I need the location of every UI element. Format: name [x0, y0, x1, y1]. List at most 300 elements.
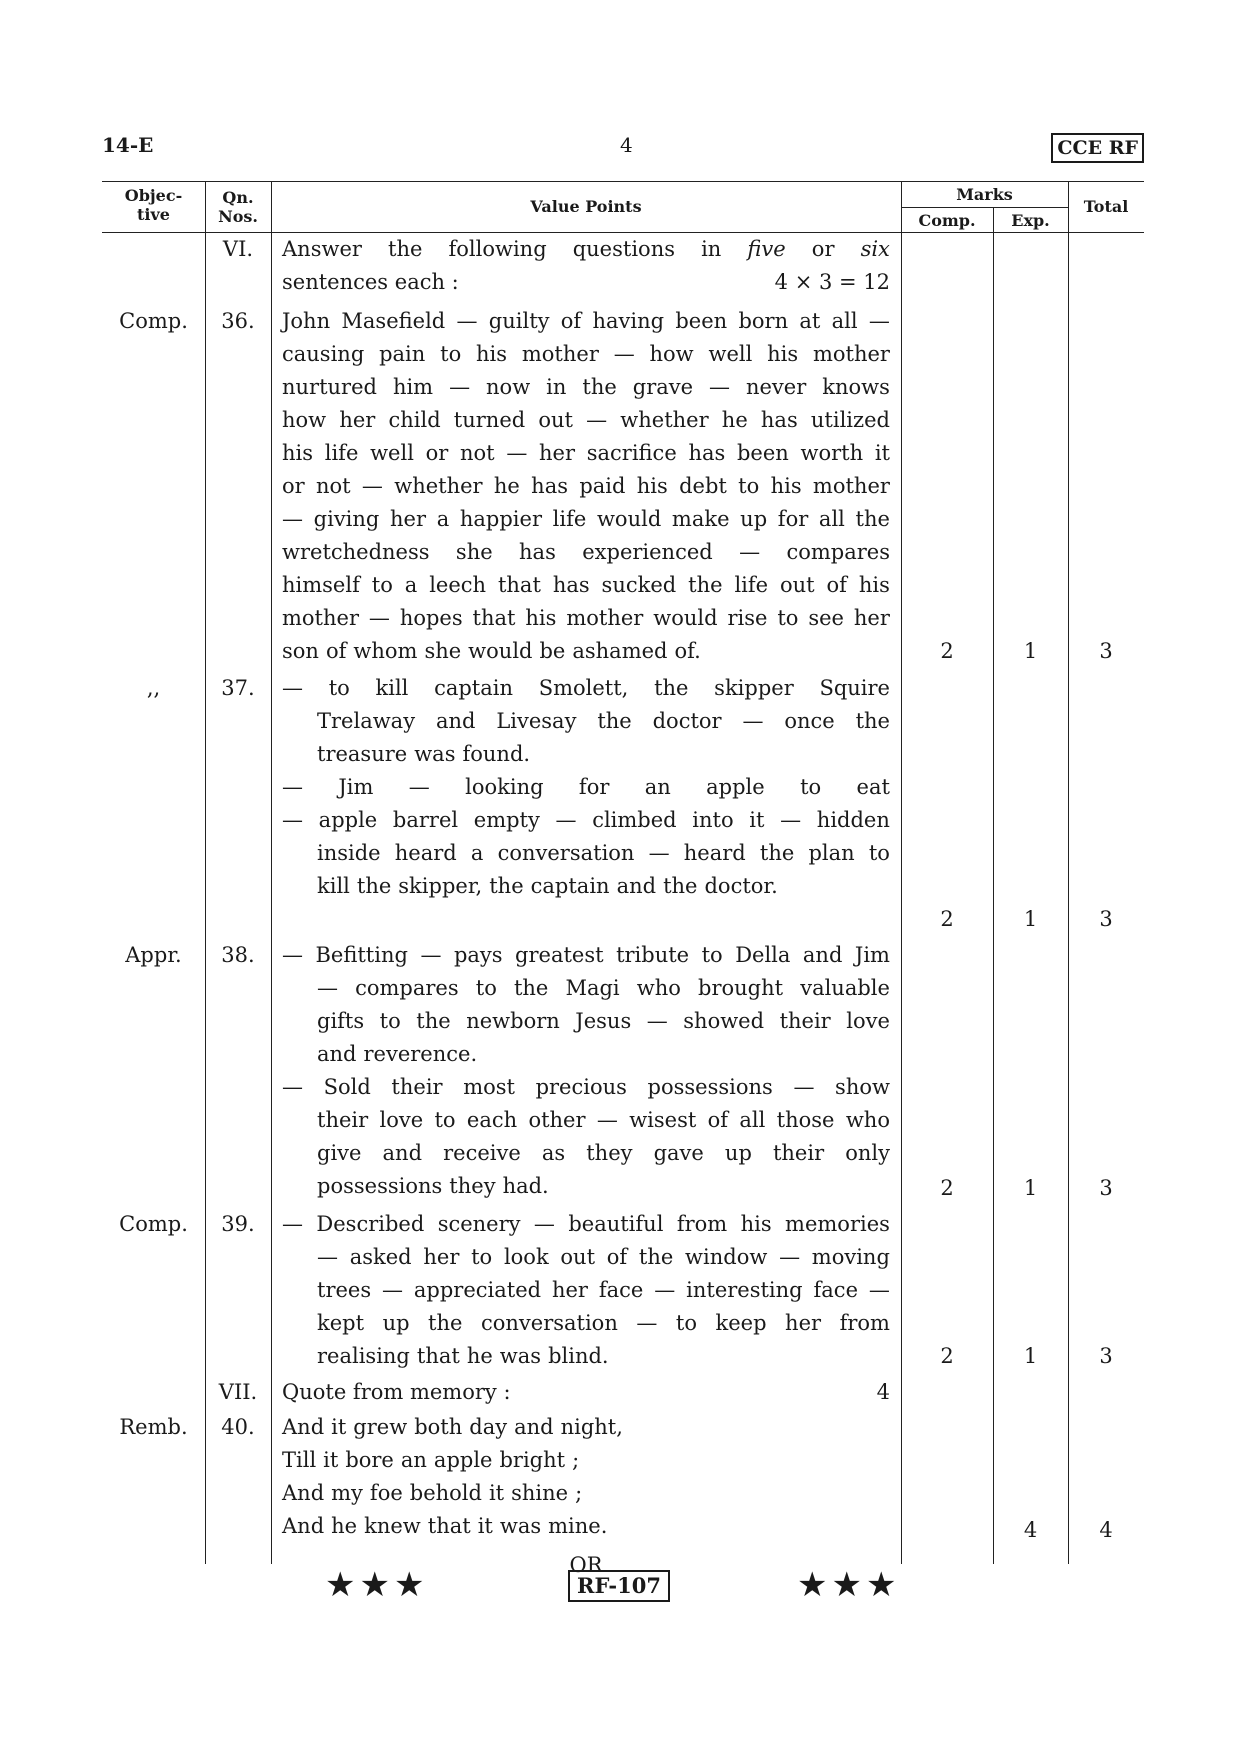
word: —	[420, 943, 442, 967]
word: leech	[429, 573, 487, 597]
q37-objective: ,,	[146, 676, 161, 700]
col-divider-objective	[205, 181, 206, 1564]
word: —	[382, 1278, 404, 1302]
word: —	[282, 1075, 303, 1099]
word: to	[371, 573, 393, 597]
word: to	[675, 1311, 697, 1335]
text-line	[282, 470, 890, 503]
word: his	[636, 474, 668, 498]
word: Sold	[323, 1075, 371, 1099]
q39-objective: Comp.	[119, 1212, 188, 1236]
word: was	[499, 1344, 542, 1368]
word: utilized	[810, 408, 890, 432]
q37-total-marks: 3	[1099, 907, 1113, 931]
word: Jim	[854, 943, 890, 967]
word: compares	[786, 540, 890, 564]
word: Squire	[819, 676, 890, 700]
word: the	[416, 1009, 451, 1033]
table-top-border	[102, 181, 1144, 182]
text-line	[282, 1005, 890, 1038]
word: Smolett,	[538, 676, 629, 700]
word: —	[361, 474, 383, 498]
word: an	[400, 1448, 427, 1472]
word: would	[468, 639, 533, 663]
word: up	[740, 507, 768, 531]
word: not	[460, 441, 495, 465]
word: —	[613, 342, 635, 366]
word: their	[772, 1141, 825, 1165]
word: and	[435, 709, 476, 733]
word: to	[471, 1245, 493, 1269]
word: rise	[727, 606, 768, 630]
word: newborn	[466, 1009, 560, 1033]
word: apple	[706, 775, 765, 799]
stars-right-icon: ★★★	[797, 1565, 901, 1605]
word: to	[738, 474, 760, 498]
word: —	[408, 775, 430, 799]
word: apple	[318, 808, 378, 832]
word: the	[513, 976, 549, 1000]
word: bore	[345, 1448, 394, 1472]
word: mother	[812, 474, 890, 498]
word: reverence.	[363, 1042, 478, 1066]
word: the	[582, 375, 617, 399]
text-line	[282, 1038, 890, 1071]
word: that	[427, 1514, 471, 1538]
instruction-text: sentences each :	[282, 270, 459, 294]
q38-exp-marks: 1	[1023, 1176, 1038, 1200]
word: would	[653, 606, 718, 630]
word: show	[835, 1075, 890, 1099]
word: pain	[379, 342, 426, 366]
text-line	[282, 1208, 890, 1241]
word: out	[538, 408, 573, 432]
word: those	[776, 1108, 835, 1132]
text-line	[282, 1274, 890, 1307]
text-line	[282, 804, 890, 837]
or-text: OR	[569, 1553, 603, 1577]
text-line	[282, 437, 890, 470]
q39-number: 39.	[221, 1212, 255, 1236]
word: they	[586, 1141, 633, 1165]
word: knew	[364, 1514, 421, 1538]
word: heard	[683, 841, 746, 865]
q40-exp-marks: 4	[1023, 1518, 1038, 1542]
q36-total-marks: 3	[1099, 639, 1113, 663]
word: conversation	[497, 841, 635, 865]
word: keep	[715, 1311, 767, 1335]
word: paid	[579, 474, 626, 498]
word: the	[855, 709, 890, 733]
word: hopes	[399, 606, 463, 630]
word: their	[391, 1075, 443, 1099]
word: ;	[572, 1448, 580, 1472]
word: guilty	[488, 309, 550, 333]
word: —	[742, 709, 764, 733]
header-qn-line2: Nos.	[218, 207, 258, 226]
text-line	[282, 338, 890, 371]
q40-poem-lines	[282, 1411, 890, 1543]
q39-total-marks: 3	[1099, 1344, 1113, 1368]
header-objective	[102, 186, 205, 224]
word: heard	[394, 841, 457, 865]
word: love	[379, 1108, 424, 1132]
word: to	[434, 1108, 456, 1132]
word: happier	[459, 507, 542, 531]
q39-comp-marks: 2	[940, 1344, 954, 1368]
word: out	[779, 573, 815, 597]
word: sacrifice	[586, 441, 677, 465]
poem-line	[282, 1411, 890, 1444]
col-divider-qn	[271, 181, 272, 1564]
word: their	[779, 1009, 831, 1033]
word: both	[414, 1415, 463, 1439]
cce-rf-badge: CCE RF	[1051, 133, 1144, 163]
word: blind.	[548, 1344, 609, 1368]
word: a	[404, 573, 418, 597]
text-line	[282, 1071, 890, 1104]
word: giving	[313, 507, 380, 531]
word: to	[701, 943, 723, 967]
poem-line	[282, 1477, 890, 1510]
word: and	[616, 874, 657, 898]
word: the	[638, 1245, 674, 1269]
word: Jesus	[575, 1009, 632, 1033]
word: all	[818, 507, 845, 531]
word: kill	[375, 676, 409, 700]
word: her	[785, 1311, 822, 1335]
word: of	[707, 1108, 729, 1132]
word: never	[745, 375, 807, 399]
word: a	[470, 841, 484, 865]
word: out	[560, 1245, 596, 1269]
word: —	[368, 606, 390, 630]
word: —	[282, 808, 303, 832]
q39-value-points	[282, 1208, 890, 1373]
word-italic: six	[860, 237, 890, 261]
word: —	[654, 1278, 676, 1302]
word: day	[469, 1415, 508, 1439]
word: trees	[317, 1278, 372, 1302]
word: his	[476, 342, 508, 366]
header-comp: Comp.	[918, 211, 976, 230]
word: mother	[812, 342, 890, 366]
word: knows	[822, 375, 890, 399]
text-line	[282, 602, 890, 635]
text-line	[282, 870, 890, 903]
text-line	[282, 1170, 890, 1203]
word: whether	[620, 408, 709, 432]
word: give	[317, 1141, 362, 1165]
word: interesting	[686, 1278, 803, 1302]
word: has	[552, 573, 590, 597]
word: who	[636, 976, 681, 1000]
word: as	[541, 1141, 566, 1165]
word: her	[539, 441, 576, 465]
rf-code-badge: RF-107	[568, 1570, 670, 1602]
text-line	[282, 672, 890, 705]
word: that	[416, 1344, 460, 1368]
page-header	[102, 133, 1144, 169]
word: the	[428, 1311, 463, 1335]
q37-comp-marks: 2	[940, 907, 954, 931]
header-marks: Marks	[956, 185, 1013, 204]
word: his	[770, 474, 802, 498]
text-line	[282, 569, 890, 602]
word: each	[466, 1108, 518, 1132]
word: her	[390, 507, 427, 531]
word: grew	[353, 1415, 408, 1439]
word: —	[868, 309, 890, 333]
word: only	[845, 1141, 890, 1165]
word: in	[546, 375, 567, 399]
word: a	[436, 507, 450, 531]
q40-number: 40.	[221, 1415, 255, 1439]
word: worth	[800, 441, 864, 465]
word: Answer	[282, 237, 362, 261]
word: compares	[355, 976, 459, 1000]
word: she	[424, 639, 462, 663]
word: climbed	[592, 808, 677, 832]
word: be	[539, 639, 566, 663]
word: the	[356, 874, 392, 898]
word: precious	[535, 1075, 627, 1099]
word: —	[282, 943, 303, 967]
word: tribute	[616, 943, 690, 967]
value-points-table	[102, 181, 1144, 1577]
word: has	[688, 441, 726, 465]
word: kill	[317, 874, 350, 898]
word: his	[858, 573, 890, 597]
word: life	[734, 573, 769, 597]
word: to	[475, 976, 497, 1000]
word: into	[692, 808, 734, 832]
word: memories	[785, 1212, 890, 1236]
word: now	[486, 375, 531, 399]
word: conversation	[480, 1311, 618, 1335]
q37-value-points	[282, 672, 890, 903]
word: And	[282, 1415, 325, 1439]
word: foe	[369, 1481, 403, 1505]
word: treasure	[317, 742, 408, 766]
text-line	[282, 1241, 890, 1274]
word: had.	[502, 1174, 549, 1198]
word: mother	[521, 342, 599, 366]
word: scenery	[437, 1212, 521, 1236]
word: realising	[317, 1344, 410, 1368]
q40-objective: Remb.	[119, 1415, 188, 1439]
word: that	[497, 573, 541, 597]
text-line	[282, 738, 890, 771]
header-qn-line1: Qn.	[222, 188, 254, 207]
word: grave	[632, 375, 694, 399]
word: empty	[473, 808, 540, 832]
word: how	[282, 408, 327, 432]
word: he	[466, 1344, 493, 1368]
word: look	[503, 1245, 549, 1269]
word: John	[282, 309, 331, 333]
word: in	[701, 237, 722, 261]
word: to	[379, 1009, 401, 1033]
word: to	[328, 676, 350, 700]
word: she	[455, 540, 493, 564]
word: captain	[530, 874, 610, 898]
word: eat	[856, 775, 890, 799]
paper-code: 14-E	[102, 133, 154, 157]
word: Della	[735, 943, 791, 967]
word: it	[477, 1514, 493, 1538]
q36-number: 36.	[221, 309, 255, 333]
word: child	[388, 408, 441, 432]
word: been	[736, 441, 789, 465]
word: his	[767, 342, 799, 366]
word: my	[331, 1481, 363, 1505]
word: Trelaway	[317, 709, 416, 733]
word: Till	[282, 1448, 317, 1472]
word: doctor	[652, 709, 722, 733]
word: Described	[316, 1212, 425, 1236]
word: it	[488, 1481, 505, 1505]
section-vi-number: VI.	[222, 237, 254, 261]
word: for	[777, 507, 809, 531]
word: brought	[698, 976, 784, 1000]
section-marks: 4	[876, 1380, 890, 1404]
word: Jim	[338, 775, 374, 799]
word: has	[760, 408, 798, 432]
word: —	[648, 841, 670, 865]
word: receive	[443, 1141, 521, 1165]
word: or	[282, 474, 305, 498]
word: possessions	[647, 1075, 773, 1099]
word: life	[552, 507, 587, 531]
word: he	[493, 474, 520, 498]
word: showed	[683, 1009, 765, 1033]
word: —	[739, 540, 761, 564]
word: And	[282, 1481, 325, 1505]
poem-line	[282, 1444, 890, 1477]
q38-objective: Appr.	[125, 943, 182, 967]
word: his	[740, 1212, 772, 1236]
word: the	[597, 709, 632, 733]
header-objective-line1: Objec-	[124, 186, 183, 205]
word: causing	[282, 342, 365, 366]
word: he	[721, 408, 748, 432]
word: wretchedness	[282, 540, 430, 564]
word: —	[709, 375, 731, 399]
word: pays	[453, 943, 503, 967]
word: —	[868, 1278, 890, 1302]
word: face	[598, 1278, 644, 1302]
word: following	[448, 237, 547, 261]
word: it	[874, 441, 890, 465]
stars-left-icon: ★★★	[325, 1565, 429, 1605]
text-line	[282, 404, 890, 437]
word: apple	[433, 1448, 493, 1472]
word: they	[449, 1174, 496, 1198]
word: —	[449, 375, 471, 399]
word: ashamed	[572, 639, 668, 663]
word: —	[533, 1212, 555, 1236]
word: barrel	[392, 808, 459, 832]
word: make	[671, 507, 730, 531]
word: —	[506, 441, 528, 465]
word: nurtured	[282, 375, 377, 399]
word: born	[738, 309, 789, 333]
word: moving	[811, 1245, 890, 1269]
word: once	[784, 709, 835, 733]
word: his	[525, 606, 557, 630]
q36-objective: Comp.	[119, 309, 188, 333]
word: mine.	[548, 1514, 608, 1538]
word: having	[592, 309, 665, 333]
page-number: 4	[620, 133, 633, 157]
word: questions	[572, 237, 675, 261]
word: hidden	[816, 808, 890, 832]
word: —	[596, 1108, 618, 1132]
section-marks: 4 × 3 = 12	[774, 270, 890, 294]
word: —	[646, 1009, 668, 1033]
word: of	[325, 639, 347, 663]
word: he	[331, 1514, 358, 1538]
text-line	[282, 371, 890, 404]
word: or	[811, 237, 835, 261]
q40-total-marks: 4	[1099, 1518, 1113, 1542]
word: him	[392, 375, 434, 399]
word: of	[560, 309, 582, 333]
word: or	[425, 441, 449, 465]
word: an	[644, 775, 671, 799]
word: mother	[282, 606, 359, 630]
word: and	[802, 943, 843, 967]
word: whether	[394, 474, 483, 498]
word: face	[813, 1278, 858, 1302]
word: and	[382, 1141, 423, 1165]
word: looking	[465, 775, 544, 799]
word: himself	[282, 573, 360, 597]
section-vii-instruction	[282, 1376, 890, 1409]
word: not	[316, 474, 351, 498]
word: it	[331, 1415, 347, 1439]
word: —	[636, 1311, 658, 1335]
word: wisest	[629, 1108, 697, 1132]
word: how	[649, 342, 694, 366]
word: And	[282, 1514, 325, 1538]
word: her	[853, 606, 890, 630]
word: —	[586, 408, 608, 432]
word: greatest	[515, 943, 604, 967]
word: to	[868, 841, 890, 865]
q39-exp-marks: 1	[1023, 1344, 1038, 1368]
text-line	[282, 305, 890, 338]
word: experienced	[582, 540, 713, 564]
poem-line	[282, 1510, 890, 1543]
word: ;	[575, 1481, 583, 1505]
text-line	[282, 837, 890, 870]
word: of	[606, 1245, 628, 1269]
word: —	[456, 309, 478, 333]
q37-number: 37.	[221, 676, 255, 700]
word: inside	[317, 841, 381, 865]
word: the	[663, 874, 698, 898]
page-footer	[0, 1565, 1240, 1605]
word: Befitting	[315, 943, 408, 967]
word: at	[799, 309, 821, 333]
word: life	[324, 441, 359, 465]
word: gave	[653, 1141, 704, 1165]
word: to	[800, 775, 822, 799]
header-total: Total	[1083, 197, 1129, 216]
word: was	[414, 742, 456, 766]
